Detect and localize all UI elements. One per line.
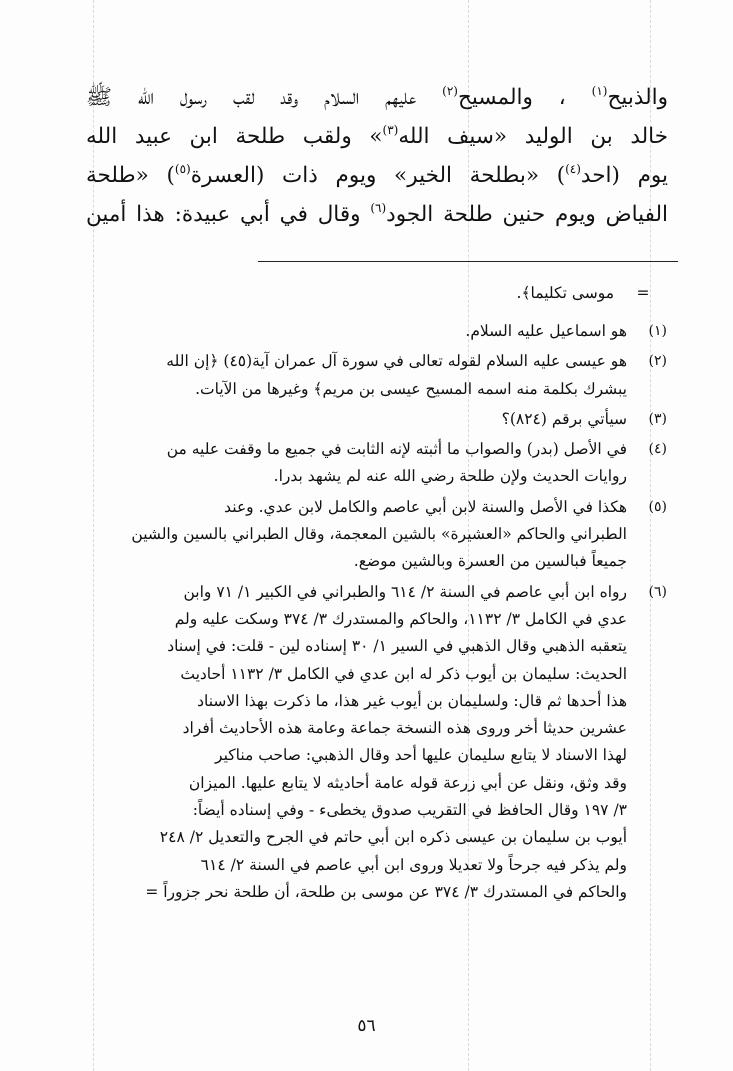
- footnote-line: ولم يذكر فيه جرحاً ولا تعديلا وروى ابن أبي عاصم في السنة ٢/ ٦١٤: [200, 855, 627, 874]
- footnote-separator: [258, 261, 678, 262]
- continuation-text: موسى تكليما﴾.: [516, 284, 615, 302]
- footnote-line: لهذا الاسناد لا يتابع سليمان عليها أحد وقال الذهبي: صاحب مناكير: [215, 746, 627, 765]
- footnote-line: هو اسماعيل عليه السلام.: [465, 322, 627, 340]
- main-text-segment: ) «بطلحة الخير» ويوم ذات (العسرة: [190, 163, 566, 188]
- footnote-number: (٦): [648, 583, 667, 600]
- main-text-block: [86, 78, 668, 234]
- footnote-number: (٢): [648, 353, 667, 370]
- footnote-reference[interactable]: (٦): [370, 201, 387, 215]
- footnote-line: هذا أحدها ثم قال: ولسليمان بن أيوب غير هذا، ما ذكرت بهذا الاسناد: [197, 691, 627, 710]
- main-text-line: [86, 156, 668, 195]
- footnote-reference[interactable]: (١): [591, 84, 608, 98]
- main-text-line: [86, 78, 668, 117]
- footnote: [57, 318, 667, 345]
- footnote-number: (١): [648, 323, 667, 339]
- footnote-line: وقد وثق، ونقل عن أبي زرعة قوله عامة أحاديثه لا يتابع عليها. الميزان: [188, 773, 627, 792]
- footnote-line: أيوب بن سليمان بن عيسى ذكره ابن أبي حاتم في الجرح والتعديل ٢/ ٢٤٨: [159, 828, 627, 847]
- page-number: ٥٦: [357, 1016, 376, 1036]
- footnote-line: عشرين حديثا أخر وروى هذه النسخة جماعة وعامة هذه الأحاديث أفراد: [182, 719, 627, 738]
- footnote-number: (٤): [648, 441, 667, 458]
- footnote-number: (٣): [648, 410, 667, 427]
- footnote-reference[interactable]: (٥): [174, 162, 191, 176]
- footnote-line: هو عيسى عليه السلام لقوله تعالى في سورة آل عمران آية(٤٥) ﴿إن الله: [166, 352, 627, 371]
- footnote-line: يبشرك بكلمة منه اسمه المسيح عيسى بن مريم﴾ وغيرها من الآيات.: [195, 379, 627, 398]
- footnote-reference[interactable]: (٣): [382, 123, 399, 137]
- footnote: [57, 579, 667, 907]
- footnote-line: في الأصل (بدر) والصواب ما أثبته لإنه الثابت في جميع ما وقفت عليه من: [166, 440, 627, 459]
- footnote: [57, 406, 667, 433]
- main-text-line: [86, 117, 668, 156]
- continuation-marker: =: [636, 284, 650, 302]
- main-text-segment: ) «طلحة: [86, 163, 175, 188]
- main-text-segment: » ولقب طلحة ابن عبيد الله: [86, 124, 383, 149]
- main-text-line: [86, 195, 668, 234]
- main-text-segment: يوم (احد: [580, 163, 668, 188]
- main-text-segment: ، والمسيح: [457, 85, 592, 110]
- main-text-segment: خالد بن الوليد «سيف الله: [398, 124, 668, 149]
- footnote-continuation: [67, 280, 667, 306]
- footnote-line: الطبراني والحاكم «العشيرة» بالشين المعجمة، وقال الطبراني بالسين والشين: [131, 525, 627, 544]
- footnote-reference[interactable]: (٢): [442, 84, 458, 98]
- footnote-line: جميعاً فبالسين من العسرة وبالشين موضع.: [353, 552, 627, 571]
- footnote-line: سيأتي برقم (٨٢٤)؟: [501, 409, 627, 428]
- footnote-line: الحديث: سليمان بن أيوب ذكر له ابن عدي في الكامل ٣/ ١١٣٢ أحاديث: [180, 664, 627, 683]
- footnote-line: ٣/ ١٩٧ وقال الحافظ في التقريب صدوق يخطىء - وفي إسناده أيضاً:: [192, 801, 627, 820]
- footnote-line: عدي في الكامل ٣/ ١١٣٢، والحاكم والمستدرك ٣/ ٣٧٤ وسكت عليه ولم: [174, 609, 627, 628]
- main-text-segment: وقال في أبي عبيدة: هذا أمين: [86, 202, 371, 227]
- footnote-line: يتعقبه الذهبي وقال الذهبي في السير ١/ ٣٠ إسناده لين - قلت: في إسناد: [167, 637, 627, 656]
- footnotes-list: [57, 318, 667, 909]
- footnote-number: (٥): [648, 498, 667, 515]
- footnote-reference[interactable]: (٤): [565, 162, 581, 176]
- footnote: [57, 436, 667, 491]
- footnote: [57, 348, 667, 403]
- footnote-line: روايات الحديث ولإن طلحة رضي الله عنه لم يشهد بدرا.: [273, 467, 627, 486]
- main-text-segment: والذبيح: [607, 85, 668, 110]
- main-text-segment: عليهم السلام وقد لقب رسول الله ﷺ: [86, 85, 443, 110]
- footnote-line: رواه ابن أبي عاصم في السنة ٢/ ٦١٤ والطبراني في الكبير ١/ ٧١ وابن: [183, 582, 627, 601]
- footnote-line: والحاكم في المستدرك ٣/ ٣٧٤ عن موسى بن طلحة، أن طلحة نحر جزوراً =: [145, 882, 627, 901]
- main-text-segment: الفياض ويوم حنين طلحة الجود: [386, 202, 668, 227]
- footnote: [57, 494, 667, 576]
- footnote-line: هكذا في الأصل والسنة لابن أبي عاصم والكامل لابن عدي. وعند: [224, 497, 627, 516]
